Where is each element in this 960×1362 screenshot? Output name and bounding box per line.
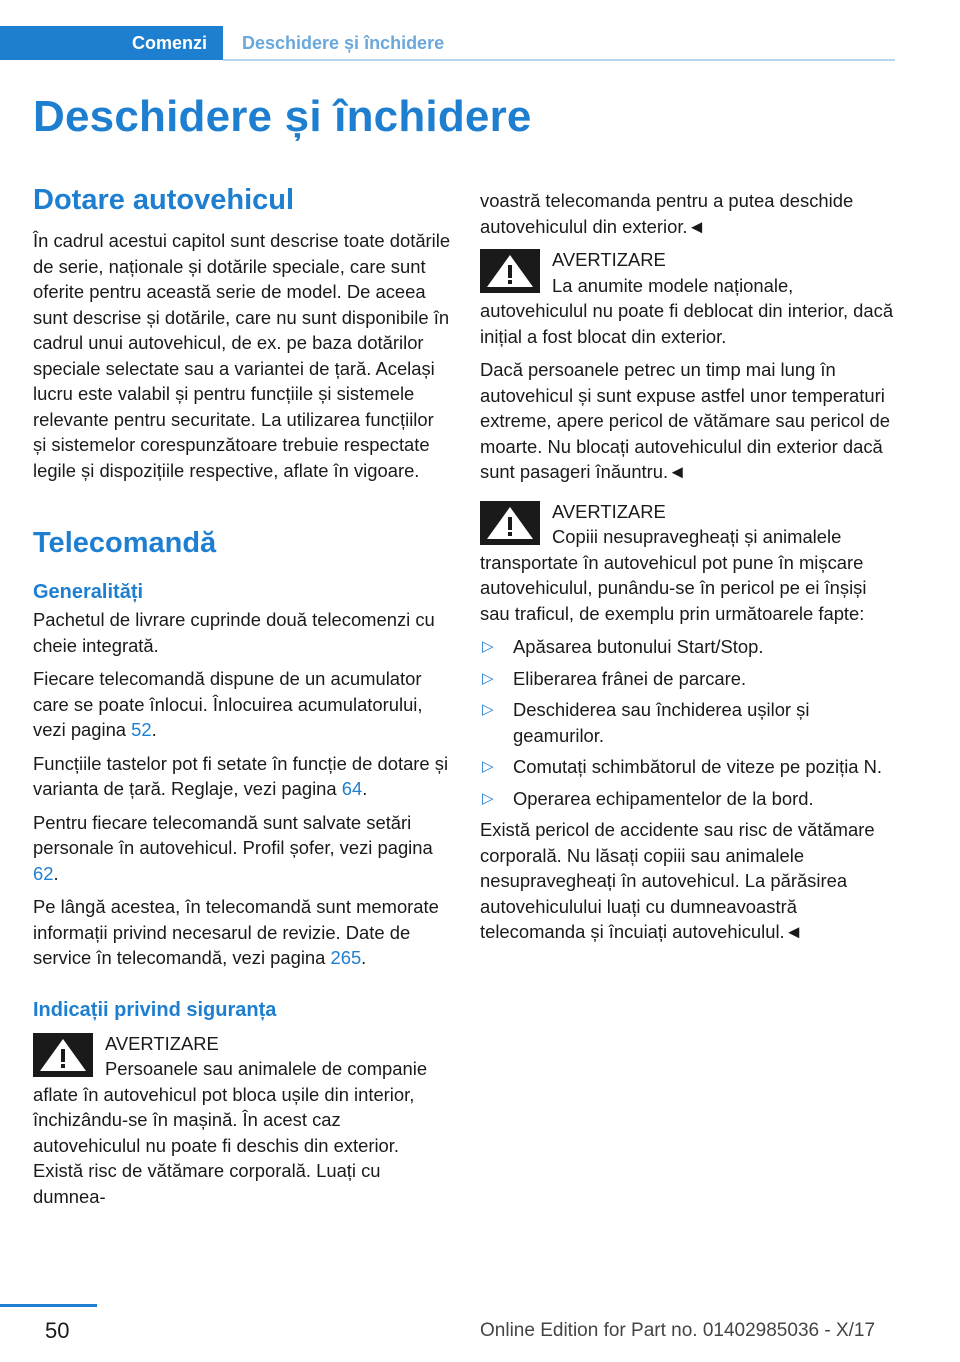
link-page-62[interactable]: 62 [33, 862, 54, 884]
bullet-triangle-icon: ▷ [482, 638, 494, 655]
heading-telecomanda: Telecomandă [33, 527, 217, 559]
right-column [480, 188, 898, 953]
paragraph-revizie: Pe lângă acestea, în telecomandă sunt memorate informații privind necesarul de revizie. Date de service în telecomandă, vezi pagina 265. [33, 896, 439, 968]
tab-deschidere-inchidere[interactable]: Deschidere și închidere [242, 33, 445, 53]
warning-title: AVERTIZARE [105, 1032, 219, 1054]
page-number: 50 [45, 1318, 70, 1343]
paragraph-continuare: voastră telecomanda pentru a putea deschide autovehiculul din exterior.◄ [480, 190, 854, 237]
warning-triangle-icon [480, 501, 540, 545]
list-item: ▷ Apăsarea butonului Start/Stop. [480, 634, 898, 660]
bullet-triangle-icon: ▷ [482, 758, 494, 775]
tab-comenzi[interactable]: Comenzi [0, 26, 223, 60]
list-item: ▷ Eliberarea frânei de parcare. [480, 666, 898, 692]
paragraph-dotare: În cadrul acestui capitol sunt descrise toate dotările de serie, naționale și dotările speciale, care sunt oferite pentru această serie de model. De aceea sunt descrise și dotările, care nu sunt disponibile în cadrul unui autovehicul, de ex. pe baza dotărilor speciale selectate sau a variantei de țară. Același lucru este valabil și pentru funcțiile și sistemele relevante pentru securitate. La utilizarea funcțiilor și sistemelor corespunzătoare trebuie respectate legile și dispozițiile respective, aflate în vigoare. [33, 230, 451, 481]
list-item: ▷ Operarea echipamentelor de la bord. [480, 786, 898, 812]
paragraph-functii-taste: Funcțiile tastelor pot fi setate în funcție de dotare și varianta de țară. Reglaje, vezi pagina 64. [33, 752, 449, 799]
paragraph-temperaturi: Dacă persoanele petrec un timp mai lung în autovehicul și sunt expuse astfel unor temperaturi extreme, apere pericol de vătămare sau pericol de moarte. Nu blocați autovehiculul din exterior dacă sunt pasageri înăuntru.◄ [480, 359, 890, 482]
warning-text: Copiii nesupravegheați și animalele transportate în autovehicul pot pune în mișcare autovehiculul, punându-se în pericol pe ei înșiși sau traficul, de exemplu prin următoarele fapte: [480, 526, 867, 624]
warning-block-1 [33, 1031, 451, 1210]
bullet-list [480, 634, 898, 811]
paragraph-acumulator: Fiecare telecomandă dispune de un acumulator care se poate înlocui. Înlocuirea acumulatorului, vezi pagina 52. [33, 668, 423, 740]
paragraph-setari-personale: Pentru fiecare telecomandă sunt salvate setări personale în autovehicul. Profil șofer, vezi pagina 62. [33, 811, 433, 884]
warning-text: La anumite modele naționale, autovehiculul nu poate fi deblocat din interior, dacă inițial a fost blocat din exterior. [480, 274, 894, 347]
list-item: ▷ Comutați schimbătorul de viteze pe poziția N. [480, 754, 898, 780]
warning-block-3 [480, 499, 898, 627]
page-title: Deschidere și închidere [33, 92, 532, 141]
paragraph-pericol-accidente: Există pericol de accidente sau risc de vătămare corporală. Nu lăsați copiii sau animalele nesupravegheați în autovehicul. La părăsirea autovehiculului luați cu dumneavoastră telecomanda și încuiați autovehiculul.◄ [480, 819, 875, 942]
warning-block-2 [480, 247, 898, 349]
header-tabs [0, 26, 895, 60]
heading-dotare-autovehicul: Dotare autovehicul [33, 184, 295, 216]
link-page-52[interactable]: 52 [131, 719, 152, 740]
heading-indicatii-siguranta: Indicații privind siguranța [33, 998, 277, 1021]
heading-generalitati: Generalități [33, 581, 144, 603]
footer-edition: Online Edition for Part no. 01402985036 - X/17 [480, 1320, 876, 1341]
warning-triangle-icon [33, 1033, 93, 1077]
footer-accent-line [0, 1304, 97, 1307]
link-page-265[interactable]: 265 [330, 947, 362, 968]
bullet-triangle-icon: ▷ [482, 669, 494, 687]
bullet-triangle-icon: ▷ [482, 789, 494, 807]
warning-text: Persoanele sau animalele de companie aflate în autovehicul pot bloca ușile din interior, închizându-se în mașină. În acest caz autovehiculul nu poate fi deschis din exterior. Există risc de vătămare corporală. Luați cu dumnea- [33, 1058, 428, 1207]
bullet-triangle-icon: ▷ [482, 701, 494, 718]
header-divider [223, 59, 895, 61]
list-item: ▷ Deschiderea sau închiderea ușilor și geamurilor. [482, 699, 810, 746]
link-page-64[interactable]: 64 [341, 778, 363, 799]
warning-title: AVERTIZARE [552, 500, 666, 522]
warning-title: AVERTIZARE [552, 249, 666, 270]
left-column [33, 182, 451, 1217]
warning-triangle-icon [480, 249, 540, 293]
paragraph-livrare: Pachetul de livrare cuprinde două telecomenzi cu cheie integrată. [33, 609, 435, 656]
